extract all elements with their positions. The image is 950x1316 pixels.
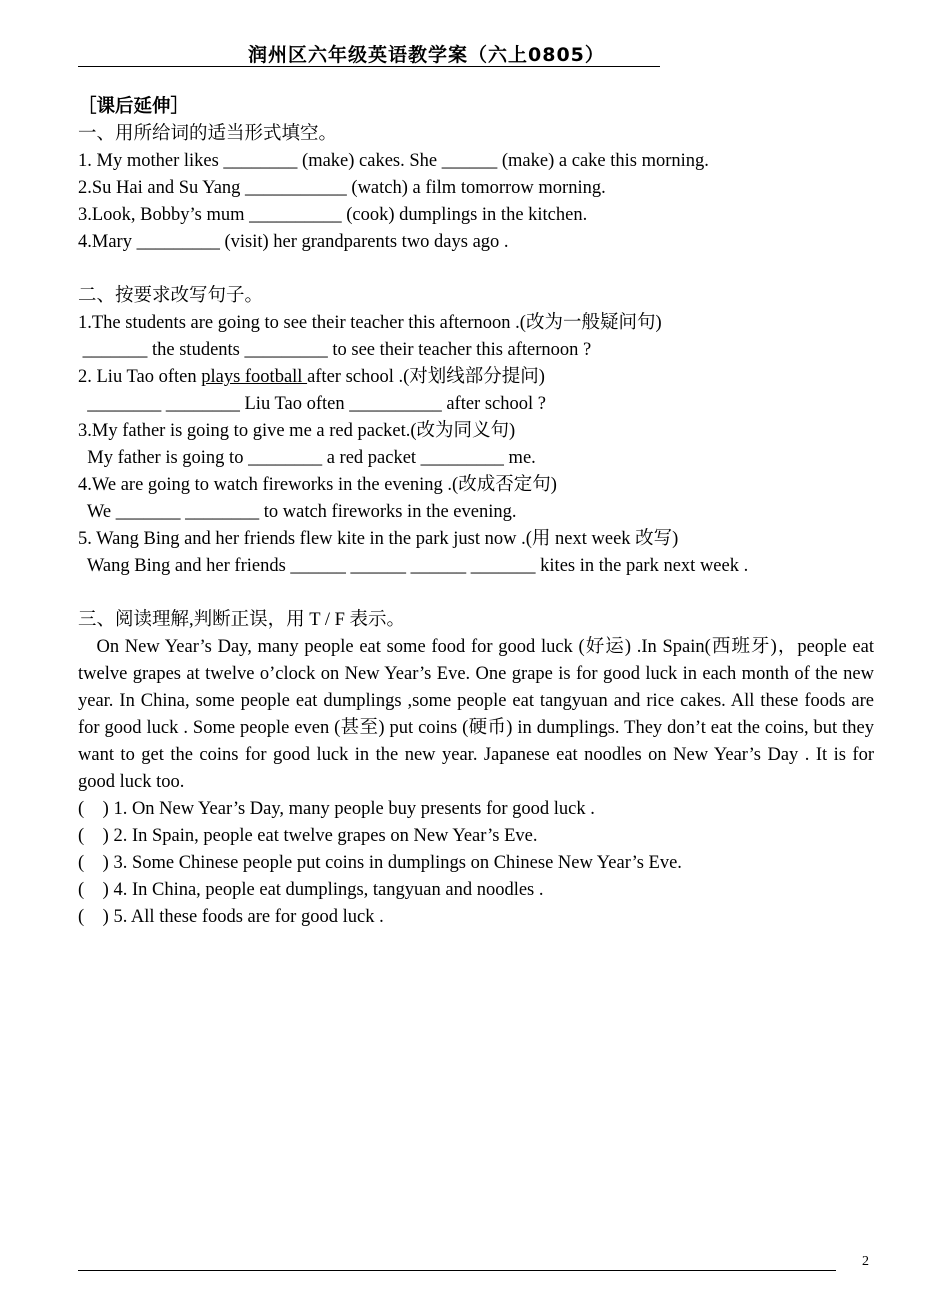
part2-answer-3: My father is going to ________ a red packet _________ me. [78,448,536,468]
part2-answer-5: Wang Bing and her friends ______ ______ ______ _______ kites in the park next week . [78,556,749,576]
part2-question-2 [78,364,874,391]
part3-title: 三、阅读理解,判断正误，用 T / F 表示。 [78,610,406,630]
footer-rule [78,1270,836,1271]
q2-suffix: after school .(对划线部分提问) [307,367,545,387]
statement-4: ( ) 4. In China, people eat dumplings, tangyuan and noodles . [78,880,544,900]
page-header [78,38,660,67]
q2-prefix: 2. Liu Tao often [78,367,202,387]
part2-question-3: 3.My father is going to give me a red packet.(改为同义句) [78,421,516,441]
reading-passage [78,634,874,796]
statement-3: ( ) 3. Some Chinese people put coins in dumplings on Chinese New Year’s Eve. [78,853,682,873]
statement-5: ( ) 5. All these foods are for good luck . [78,907,384,927]
part2-answer-2: ________ ________ Liu Tao often __________ after school ? [78,394,546,414]
part2-answer-4: We _______ ________ to watch fireworks in the evening. [78,502,517,522]
part1-item-4: 4.Mary _________ (visit) her grandparents two days ago . [78,232,509,252]
part2-title: 二、按要求改写句子。 [78,286,264,306]
part2-answer-1: _______ the students _________ to see their teacher this afternoon ? [78,340,592,360]
spacer [78,580,874,607]
part1-item-2: 2.Su Hai and Su Yang ___________ (watch) a film tomorrow morning. [78,178,606,198]
header-title: 润州区六年级英语教学案（六上0805） [248,44,605,66]
worksheet-body [78,94,874,931]
part1-title: 一、用所给词的适当形式填空。 [78,124,338,144]
part2-question-1: 1.The students are going to see their teacher this afternoon .(改为一般疑问句) [78,313,662,333]
statement-2: ( ) 2. In Spain, people eat twelve grapes on New Year’s Eve. [78,826,538,846]
spacer [78,256,874,283]
part2-question-5: 5. Wang Bing and her friends flew kite in the park just now .(用 next week 改写) [78,529,679,549]
passage-text: On New Year’s Day, many people eat some food for good luck (好运) .In Spain(西班牙)，people eat twelve grapes at twelve o’clock on New Year’s Eve. One grape is for good luck in each month of the new year. In China, some people eat dumplings ,some people eat tangyuan and rice cakes. All these foods are for good luck . Some people even (甚至) put coins (硬币) in dumplings. They don’t eat the coins, but they want to get the coins for good luck in the new year. Japanese eat noodles on New Year’s Day . It is for good luck too. [78,637,874,792]
part1-item-3: 3.Look, Bobby’s mum __________ (cook) dumplings in the kitchen. [78,205,588,225]
part1-item-1: 1. My mother likes ________ (make) cakes. She ______ (make) a cake this morning. [78,151,709,171]
part2-question-4: 4.We are going to watch fireworks in the evening .(改成否定句) [78,475,557,495]
section-heading: ［课后延伸］ [78,97,190,117]
q2-underlined-phrase: plays football [201,367,308,387]
page-number: 2 [862,1254,869,1269]
statement-1: ( ) 1. On New Year’s Day, many people buy presents for good luck . [78,799,595,819]
